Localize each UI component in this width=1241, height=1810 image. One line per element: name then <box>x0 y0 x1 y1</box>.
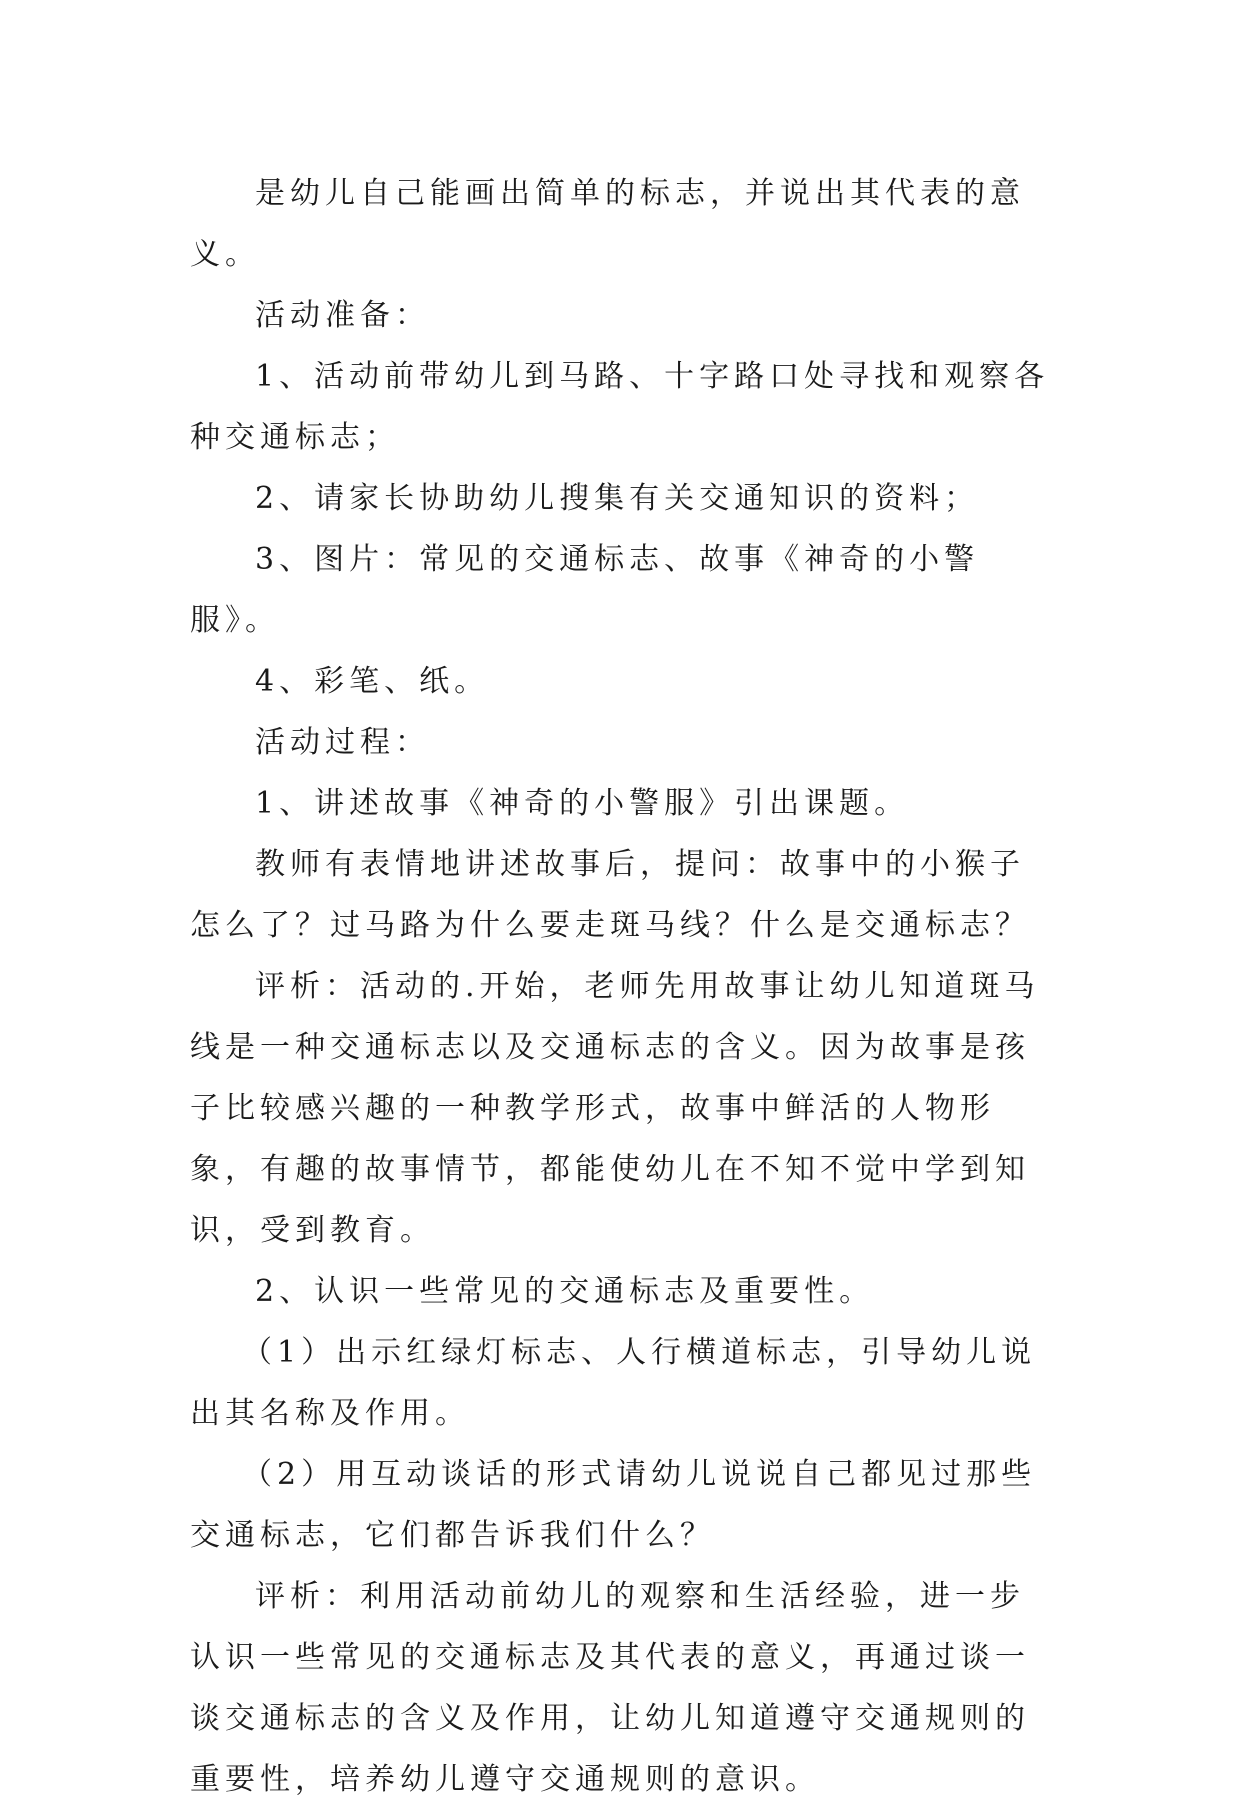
heading-activity-process: 活动过程： <box>255 725 430 760</box>
paragraph-analysis-2: 评析：利用活动前幼儿的观察和生活经验，进一步认识一些常见的交通标志及其代表的意义，再通过谈一谈交通标志的含义及作用，让幼儿知道遵守交通规则的重要性，培养幼儿遵守交通规则的意识。 <box>190 1579 1030 1797</box>
prep-item-2: 2、请家长协助幼儿搜集有关交通知识的资料； <box>255 481 980 516</box>
document-body <box>190 163 1058 1810</box>
paragraph-analysis-1: 评析：活动的.开始，老师先用故事让幼儿知道斑马线是一种交通标志以及交通标志的含义。因为故事是孩子比较感兴趣的一种教学形式，故事中鲜活的人物形象，有趣的故事情节，都能使幼儿在不知不觉中学到知识，受到教育。 <box>190 969 1040 1248</box>
process-substep-1: （1）出示红绿灯标志、人行横道标志，引导幼儿说出其名称及作用。 <box>190 1335 1037 1431</box>
prep-item-3: 3、图片：常见的交通标志、故事《神奇的小警服》。 <box>190 542 980 638</box>
heading-activity-preparation: 活动准备： <box>255 298 430 333</box>
prep-item-4: 4、彩笔、纸。 <box>255 664 490 699</box>
process-substep-2: （2）用互动谈话的形式请幼儿说说自己都见过那些交通标志，它们都告诉我们什么？ <box>190 1457 1037 1553</box>
paragraph-teacher-questions: 教师有表情地讲述故事后，提问：故事中的小猴子怎么了？过马路为什么要走斑马线？什么是交通标志？ <box>190 847 1030 943</box>
paragraph-intro-continued: 是幼儿自己能画出简单的标志，并说出其代表的意义。 <box>190 176 1025 272</box>
process-step-2: 2、认识一些常见的交通标志及重要性。 <box>255 1274 875 1309</box>
prep-item-1: 1、活动前带幼儿到马路、十字路口处寻找和观察各种交通标志； <box>190 359 1050 455</box>
process-step-1: 1、讲述故事《神奇的小警服》引出课题。 <box>255 786 910 821</box>
